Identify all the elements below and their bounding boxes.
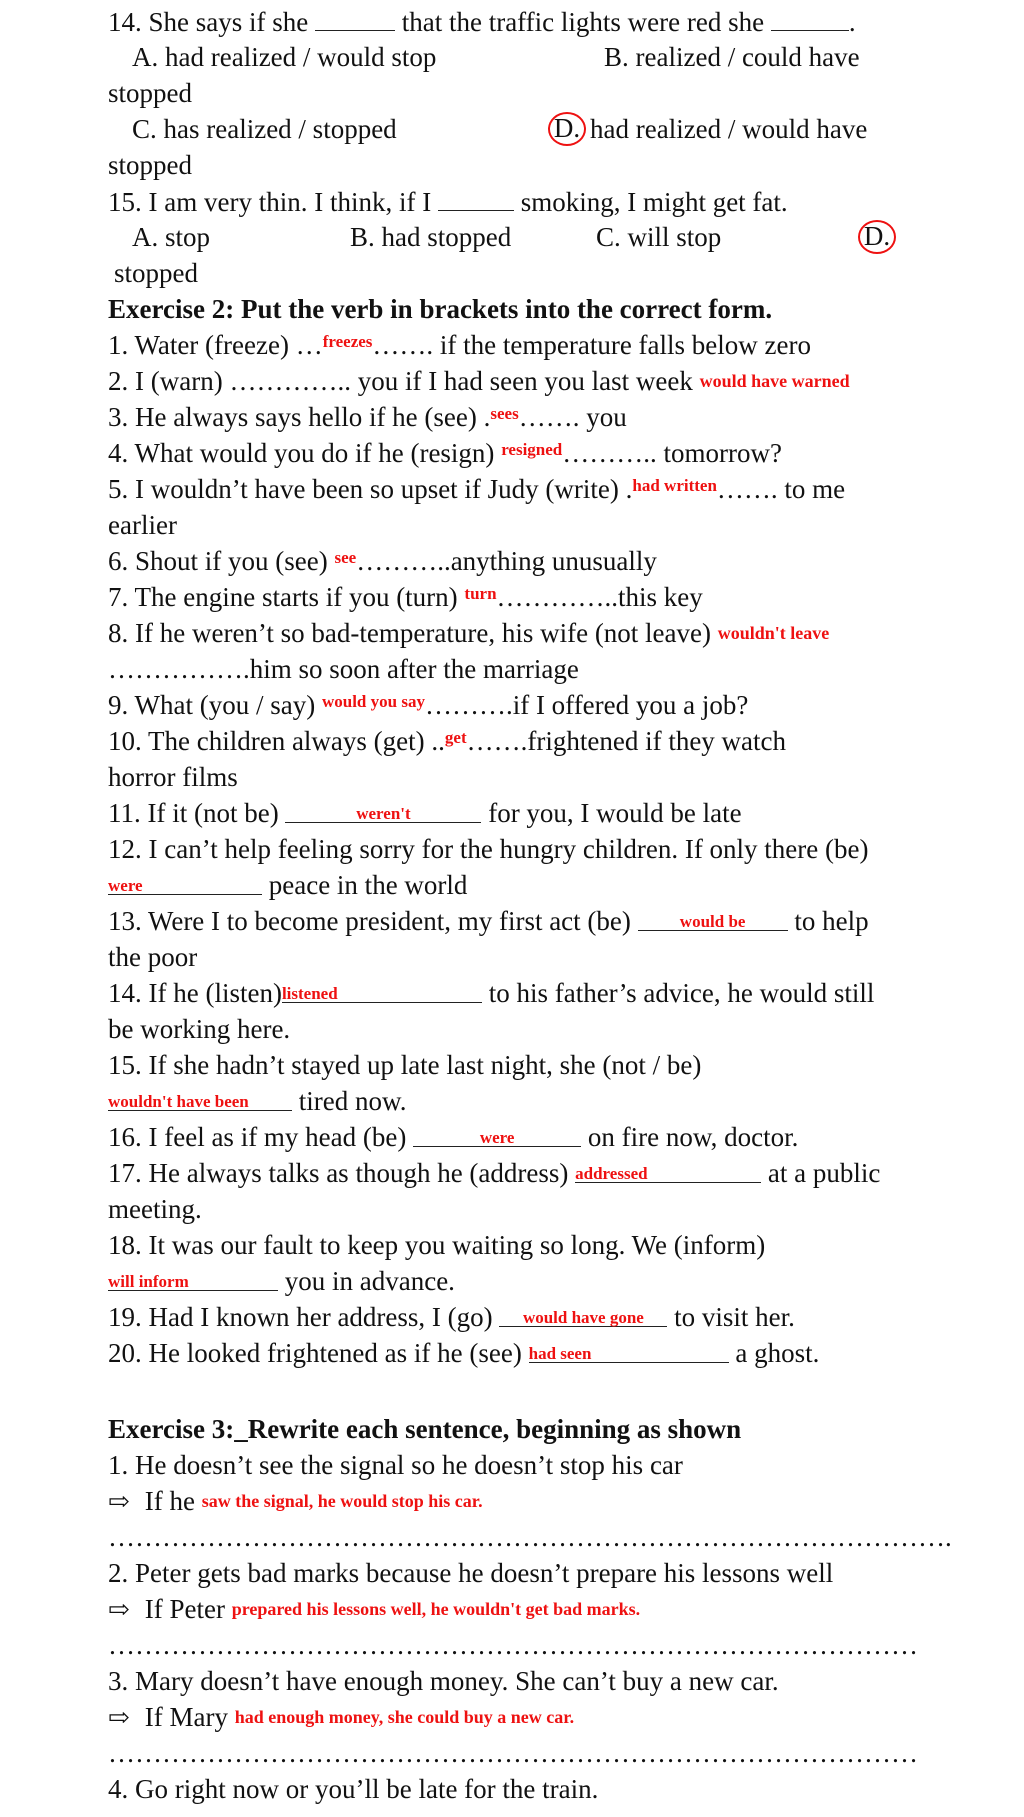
answer: listened bbox=[281, 984, 338, 1003]
rewrite-lead: If he bbox=[144, 1486, 195, 1516]
item-text: 17. He always talks as though he (address) bbox=[108, 1158, 569, 1188]
ex2-item-3 bbox=[108, 400, 627, 438]
ex2-item-6 bbox=[108, 544, 657, 582]
ex2-item-19 bbox=[108, 1300, 795, 1334]
q14-stem: 14. She says if she bbox=[108, 7, 309, 37]
ex2-item-2 bbox=[108, 364, 850, 401]
ex2-item-14-wrap: be working here. bbox=[108, 1014, 291, 1044]
ex2-item-20 bbox=[108, 1336, 819, 1370]
item-text: …….frightened if they watch bbox=[466, 726, 787, 756]
answer: would have warned bbox=[699, 371, 850, 391]
item-text: 2. I (warn) ………….. you if I had seen you last week bbox=[108, 366, 693, 396]
ex2-item-15-wrap bbox=[108, 1084, 406, 1118]
ex2-item-5 bbox=[108, 472, 845, 510]
answer-circle: D. bbox=[858, 220, 896, 254]
item-text: 5. I wouldn’t have been so upset if Judy (write) . bbox=[108, 474, 633, 504]
item-text: at a public bbox=[767, 1158, 881, 1188]
answer-blank bbox=[529, 1336, 729, 1363]
q14-option-d bbox=[548, 112, 867, 147]
q14-option-a: A. had realized / would stop bbox=[132, 42, 437, 72]
item-text: tired now. bbox=[298, 1086, 407, 1116]
item-text: peace in the world bbox=[268, 870, 468, 900]
item-text: ……. if the temperature falls below zero bbox=[372, 330, 811, 360]
ex2-item-12-wrap bbox=[108, 868, 467, 902]
ex3-item-4: 4. Go right now or you’ll be late for the train. bbox=[108, 1774, 599, 1804]
answer: wouldn't have been bbox=[108, 1092, 249, 1111]
item-text: ……….. tomorrow? bbox=[562, 438, 782, 468]
item-text: 3. He always says hello if he (see) . bbox=[108, 402, 491, 432]
item-text: ……….if I offered you a job? bbox=[424, 690, 749, 720]
dotted-line: ……………………………………………………………………………… bbox=[108, 1738, 918, 1768]
q15-end: smoking, I might get fat. bbox=[520, 187, 788, 217]
rewrite-lead: If Peter bbox=[144, 1594, 225, 1624]
arrow-right-icon: ⇨ bbox=[108, 1703, 130, 1732]
ex2-item-7 bbox=[108, 580, 703, 618]
answer: saw the signal, he would stop his car. bbox=[201, 1491, 483, 1511]
ex2-item-16 bbox=[108, 1120, 798, 1154]
q15-option-d bbox=[858, 220, 900, 255]
q14-mid: that the traffic lights were red she bbox=[401, 7, 765, 37]
ex3-item-3: 3. Mary doesn’t have enough money. She can’t buy a new car. bbox=[108, 1666, 779, 1696]
ex2-item-1 bbox=[108, 328, 811, 366]
item-text: ……. you bbox=[518, 402, 627, 432]
ex2-title: Exercise 2: Put the verb in brackets into the correct form. bbox=[108, 294, 773, 324]
q15-blank bbox=[438, 184, 514, 211]
answer: turn bbox=[464, 584, 497, 603]
answer: prepared his lessons well, he wouldn't get bad marks. bbox=[231, 1599, 641, 1619]
answer: freezes bbox=[322, 332, 373, 351]
ex3-item-2: 2. Peter gets bad marks because he doesn’t prepare his lessons well bbox=[108, 1558, 834, 1588]
ex2-item-13-wrap: the poor bbox=[108, 942, 198, 972]
answer: had enough money, she could buy a new car. bbox=[234, 1707, 575, 1727]
ex2-item-8 bbox=[108, 616, 829, 653]
item-text: 7. The engine starts if you (turn) bbox=[108, 582, 458, 612]
item-text: 10. The children always (get) .. bbox=[108, 726, 445, 756]
item-text: ……. to me bbox=[716, 474, 846, 504]
item-text: to visit her. bbox=[674, 1302, 795, 1332]
ex2-item-15: 15. If she hadn’t stayed up late last night, she (not / be) bbox=[108, 1050, 702, 1080]
answer: will inform bbox=[108, 1272, 189, 1291]
item-text: 11. If it (not be) bbox=[108, 798, 279, 828]
answer-blank bbox=[108, 1264, 278, 1291]
item-text: 14. If he (listen) bbox=[108, 978, 282, 1008]
answer: see bbox=[334, 548, 357, 567]
answer: wouldn't leave bbox=[717, 623, 830, 643]
dotted-line: ……………………………………………………………………………… bbox=[108, 1630, 918, 1660]
q14-option-b-wrap: stopped bbox=[108, 78, 192, 108]
q14-blank-1 bbox=[315, 4, 395, 31]
item-text: 20. He looked frightened as if he (see) bbox=[108, 1338, 522, 1368]
answer: resigned bbox=[501, 440, 563, 459]
arrow-right-icon: ⇨ bbox=[108, 1595, 130, 1624]
answer-blank bbox=[575, 1156, 761, 1183]
answer: had written bbox=[632, 476, 717, 495]
q15-option-a: A. stop bbox=[132, 222, 211, 252]
dotted-line: …………………………………………………………………………………. bbox=[108, 1522, 952, 1552]
answer: sees bbox=[490, 404, 519, 423]
answer: had seen bbox=[528, 1344, 592, 1363]
answer: get bbox=[444, 728, 467, 747]
ex2-item-11 bbox=[108, 796, 742, 830]
q14-option-b: B. realized / could have bbox=[604, 42, 860, 72]
ex3-item-2-rewrite bbox=[108, 1592, 640, 1629]
ex1-q14 bbox=[108, 4, 856, 39]
q14-end: . bbox=[848, 7, 856, 37]
answer: addressed bbox=[575, 1164, 648, 1183]
rewrite-lead: If Mary bbox=[144, 1702, 228, 1732]
item-text: 1. Water (freeze) … bbox=[108, 330, 323, 360]
q15-stem: 15. I am very thin. I think, if I bbox=[108, 187, 432, 217]
ex3-item-3-rewrite bbox=[108, 1700, 574, 1737]
ex2-item-5-wrap: earlier bbox=[108, 510, 177, 540]
q15-option-c: C. will stop bbox=[596, 222, 722, 252]
item-text: you in advance. bbox=[284, 1266, 455, 1296]
ex3-item-1: 1. He doesn’t see the signal so he doesn’t stop his car bbox=[108, 1450, 683, 1480]
item-text: 4. What would you do if he (resign) bbox=[108, 438, 495, 468]
answer-blank bbox=[108, 1084, 292, 1111]
q14-option-d-wrap: stopped bbox=[108, 150, 192, 180]
item-text: a ghost. bbox=[735, 1338, 820, 1368]
q15-option-b: B. had stopped bbox=[350, 222, 512, 252]
answer-blank bbox=[282, 976, 482, 1003]
ex2-item-13 bbox=[108, 904, 869, 938]
q14-option-c: C. has realized / stopped bbox=[132, 114, 397, 144]
arrow-right-icon: ⇨ bbox=[108, 1487, 130, 1516]
ex2-item-14 bbox=[108, 976, 874, 1010]
ex1-q15 bbox=[108, 184, 788, 219]
q14-blank-2 bbox=[771, 4, 849, 31]
item-text: …………..this key bbox=[496, 582, 703, 612]
answer: would you say bbox=[321, 692, 425, 711]
item-text: to help bbox=[794, 906, 869, 936]
item-text: for you, I would be late bbox=[488, 798, 742, 828]
answer: weren't bbox=[356, 804, 411, 823]
answer: would be bbox=[679, 912, 746, 931]
q15-option-d-wrap: stopped bbox=[114, 258, 198, 288]
ex2-item-17-wrap: meeting. bbox=[108, 1194, 202, 1224]
answer-blank bbox=[285, 796, 481, 823]
ex2-item-18: 18. It was our fault to keep you waiting so long. We (inform) bbox=[108, 1230, 766, 1260]
answer-blank bbox=[413, 1120, 581, 1147]
q14-option-d-text: had realized / would have bbox=[590, 114, 868, 144]
answer: were bbox=[108, 876, 143, 895]
item-text: ………..anything unusually bbox=[356, 546, 657, 576]
answer-blank bbox=[499, 1300, 667, 1327]
answer-circle: D. bbox=[548, 112, 586, 146]
answer-blank bbox=[638, 904, 788, 931]
item-text: on fire now, doctor. bbox=[587, 1122, 799, 1152]
ex3-item-1-rewrite bbox=[108, 1484, 483, 1521]
ex3-title: Exercise 3:_Rewrite each sentence, beginning as shown bbox=[108, 1414, 742, 1444]
ex2-item-4 bbox=[108, 436, 782, 474]
ex2-item-10-wrap: horror films bbox=[108, 762, 238, 792]
item-text: to his father’s advice, he would still bbox=[488, 978, 875, 1008]
item-text: 13. Were I to become president, my first act (be) bbox=[108, 906, 631, 936]
item-text: 9. What (you / say) bbox=[108, 690, 316, 720]
item-text: 19. Had I known her address, I (go) bbox=[108, 1302, 493, 1332]
item-text: 8. If he weren’t so bad-temperature, his wife (not leave) bbox=[108, 618, 712, 648]
ex2-item-12: 12. I can’t help feeling sorry for the hungry children. If only there (be) bbox=[108, 834, 869, 864]
ex2-item-8-wrap: …………….him so soon after the marriage bbox=[108, 654, 579, 684]
item-text: 16. I feel as if my head (be) bbox=[108, 1122, 407, 1152]
ex2-item-10 bbox=[108, 724, 786, 762]
ex2-item-18-wrap bbox=[108, 1264, 455, 1298]
ex2-item-9 bbox=[108, 688, 748, 726]
item-text: 6. Shout if you (see) bbox=[108, 546, 328, 576]
answer-blank bbox=[108, 868, 262, 895]
answer: would have gone bbox=[522, 1308, 644, 1327]
ex2-item-17 bbox=[108, 1156, 880, 1190]
answer: were bbox=[479, 1128, 515, 1147]
